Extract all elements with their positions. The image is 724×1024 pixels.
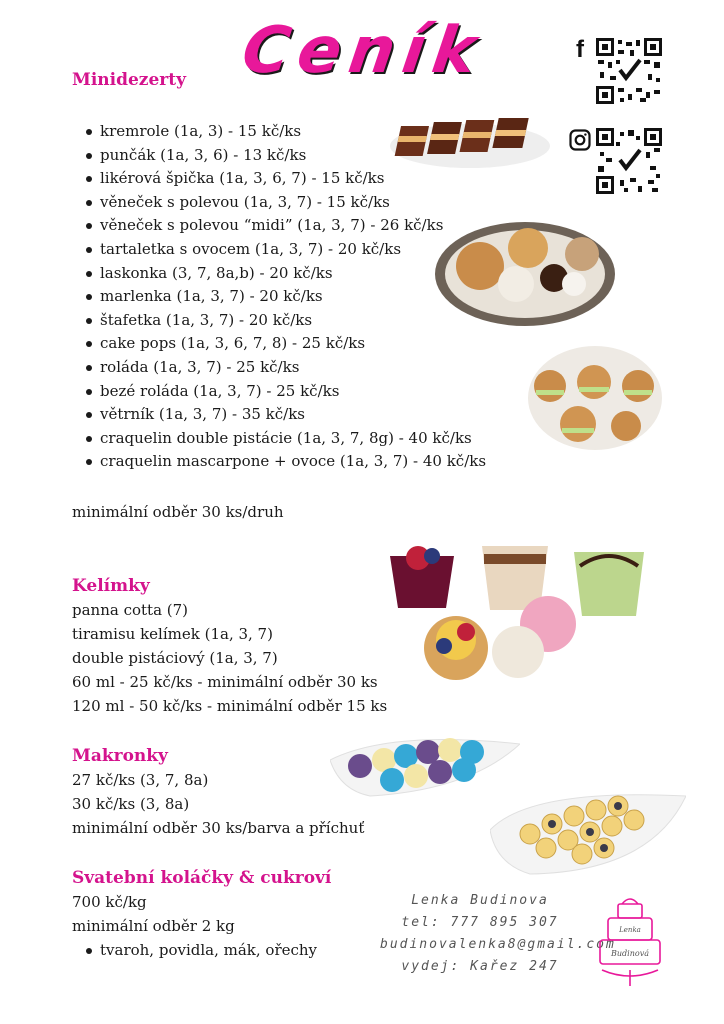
instagram-qr-code[interactable]	[596, 128, 662, 194]
text-line: tiramisu kelímek (1a, 3, 7)	[72, 625, 273, 643]
svatebni-lines	[72, 890, 235, 938]
cake-logo	[592, 890, 668, 990]
list-item: craquelin mascarpone + ovoce (1a, 3, 7) - 40 kč/ks	[72, 450, 486, 474]
text-line: 30 kč/ks (3, 8a)	[72, 795, 190, 813]
text-line: minimální odběr 30 ks/barva a příchuť	[72, 819, 365, 837]
logo-line1: Lenka	[619, 926, 641, 934]
list-item: štafetka (1a, 3, 7) - 20 kč/ks	[72, 309, 486, 333]
list-item: tvaroh, povidla, mák, ořechy	[72, 939, 317, 963]
facebook-qr-code[interactable]	[596, 38, 662, 104]
contact-email[interactable]: budinovalenka8@gmail.com	[380, 937, 616, 952]
list-item: likérová špička (1a, 3, 6, 7) - 15 kč/ks	[72, 167, 486, 191]
list-item: punčák (1a, 3, 6) - 13 kč/ks	[72, 144, 486, 168]
contact-block	[380, 890, 616, 978]
kolacky-photo	[490, 784, 686, 876]
list-item: roláda (1a, 3, 7) - 25 kč/ks	[72, 356, 486, 380]
craquelin-photo	[528, 346, 662, 450]
kelimky-heading: Kelímky	[72, 576, 150, 596]
list-item: marlenka (1a, 3, 7) - 20 kč/ks	[72, 285, 486, 309]
contact-pickup: vydej: Kařez 247	[401, 959, 559, 974]
list-item: bezé roláda (1a, 3, 7) - 25 kč/ks	[72, 380, 486, 404]
svatebni-list	[72, 939, 317, 963]
kelimky-lines	[72, 598, 387, 718]
list-item: větrník (1a, 3, 7) - 35 kč/ks	[72, 403, 486, 427]
list-item: cake pops (1a, 3, 6, 7, 8) - 25 kč/ks	[72, 332, 486, 356]
plate-desserts-photo	[434, 220, 616, 328]
text-line: minimální odběr 2 kg	[72, 917, 235, 935]
logo-line2: Budinová	[611, 949, 649, 958]
text-line: double pistáciový (1a, 3, 7)	[72, 649, 278, 667]
minidezerty-heading: Minidezerty	[72, 70, 186, 90]
kremrole-photo	[390, 112, 550, 170]
minidezerty-list	[72, 120, 486, 474]
contact-phone[interactable]: tel: 777 895 307	[401, 915, 559, 930]
list-item: tartaletka s ovocem (1a, 3, 7) - 20 kč/ks	[72, 238, 486, 262]
text-line: 27 kč/ks (3, 7, 8a)	[72, 771, 209, 789]
contact-name: Lenka Budinova	[411, 893, 549, 908]
minidezerty-note: minimální odběr 30 ks/druh	[72, 503, 284, 521]
kelimky-photo	[384, 536, 660, 692]
svatebni-heading: Svatební koláčky & cukroví	[72, 868, 332, 888]
text-line: 120 ml - 50 kč/ks - minimální odběr 15 ks	[72, 697, 388, 715]
list-item: laskonka (3, 7, 8a,b) - 20 kč/ks	[72, 262, 486, 286]
text-line: 700 kč/kg	[72, 893, 147, 911]
page-title: Ceník	[237, 14, 489, 88]
list-item: craquelin double pistácie (1a, 3, 7, 8g) - 40 kč/ks	[72, 427, 486, 451]
text-line: panna cotta (7)	[72, 601, 189, 619]
list-item: věneček s polevou (1a, 3, 7) - 15 kč/ks	[72, 191, 486, 215]
makronky-heading: Makronky	[72, 746, 168, 766]
instagram-icon[interactable]	[569, 129, 591, 151]
list-item: věneček s polevou “midi” (1a, 3, 7) - 26 kč/ks	[72, 214, 486, 238]
text-line: 60 ml - 25 kč/ks - minimální odběr 30 ks	[72, 673, 378, 691]
makronky-lines	[72, 768, 364, 840]
list-item: kremrole (1a, 3) - 15 kč/ks	[72, 120, 486, 144]
facebook-icon[interactable]: f	[576, 36, 584, 63]
